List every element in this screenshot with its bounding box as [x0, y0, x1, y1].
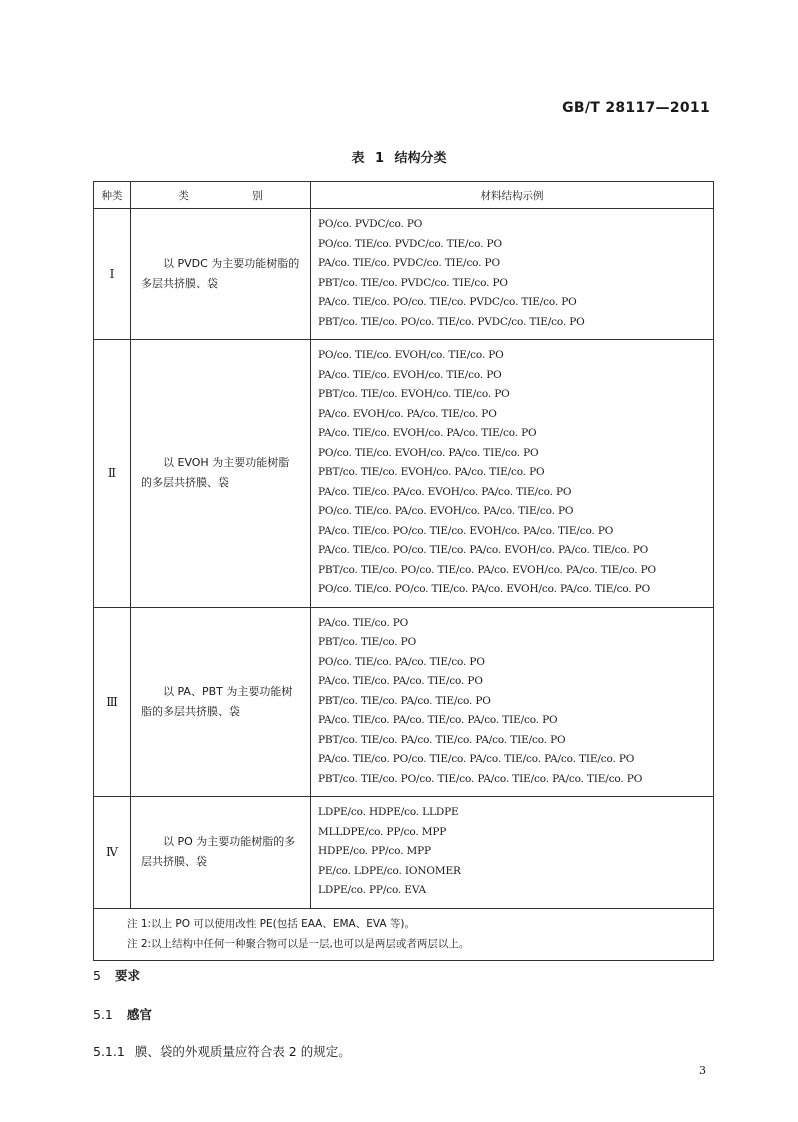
structure-example: PBT/co. TIE/co. PA/co. TIE/co. PA/co. TIE/co. PO — [318, 733, 566, 746]
structure-example: PBT/co. TIE/co. EVOH/co. PA/co. TIE/co. PO — [318, 466, 545, 478]
table-header-row — [94, 182, 714, 209]
structure-example: PA/co. TIE/co. EVOH/co. PA/co. TIE/co. PO — [318, 427, 537, 439]
column-header-type: 种类 — [94, 182, 131, 209]
structures-cell — [311, 209, 714, 340]
category-cell — [131, 797, 311, 909]
structures-cell — [311, 340, 714, 608]
section-5 — [93, 966, 140, 984]
structure-example: PA/co. TIE/co. PO/co. TIE/co. PA/co. EVOH/co. PA/co. TIE/co. PO — [318, 544, 649, 556]
section-title: 要求 — [114, 968, 140, 983]
category-cell — [131, 607, 311, 797]
type-cell: Ⅲ — [94, 607, 131, 797]
structure-example: PO/co. TIE/co. EVOH/co. TIE/co. PO — [318, 349, 504, 361]
section-number: 5 — [93, 968, 101, 983]
structure-example: PO/co. TIE/co. EVOH/co. PA/co. TIE/co. PO — [318, 446, 539, 459]
structure-example: MLLDPE/co. PP/co. MPP — [318, 825, 447, 838]
structure-example: PA/co. TIE/co. PA/co. TIE/co. PO — [318, 675, 483, 687]
structures-cell — [311, 607, 714, 797]
structure-example: HDPE/co. PP/co. MPP — [318, 845, 431, 857]
category-text: 以 PO 为主要功能树脂的多层共挤膜、袋 — [141, 835, 296, 869]
structure-example: PA/co. TIE/co. PA/co. TIE/co. PA/co. TIE/co. PO — [318, 714, 558, 726]
section-number: 5.1 — [93, 1007, 113, 1022]
category-text: 以 PVDC 为主要功能树脂的多层共挤膜、袋 — [141, 257, 300, 290]
table-row — [94, 209, 714, 340]
table-note: 注 1:以上 PO 可以使用改性 PE(包括 EAA、EMA、EVA 等)。 — [127, 917, 415, 930]
table-row — [94, 607, 714, 797]
structure-example: PA/co. TIE/co. PVDC/co. TIE/co. PO — [318, 257, 500, 269]
table-row — [94, 797, 714, 909]
column-header-structures: 材料结构示例 — [311, 182, 714, 209]
structure-example: PA/co. TIE/co. EVOH/co. TIE/co. PO — [318, 368, 502, 381]
category-cell — [131, 209, 311, 340]
type-cell: Ⅱ — [94, 340, 131, 608]
table-row — [94, 340, 714, 608]
structure-example: PBT/co. TIE/co. EVOH/co. TIE/co. PO — [318, 388, 510, 400]
structure-example: PO/co. TIE/co. PO/co. TIE/co. PA/co. EVOH/co. PA/co. TIE/co. PO — [318, 583, 651, 595]
table-title: 表 1 结构分类 — [351, 151, 447, 166]
structure-example: PO/co. TIE/co. PA/co. EVOH/co. PA/co. TIE/co. PO — [318, 505, 574, 517]
category-text: 以 EVOH 为主要功能树脂的多层共挤膜、袋 — [141, 456, 290, 490]
type-cell: Ⅳ — [94, 797, 131, 909]
structure-example: PBT/co. TIE/co. PVDC/co. TIE/co. PO — [318, 276, 508, 289]
structure-example: PO/co. TIE/co. PA/co. TIE/co. PO — [318, 655, 485, 668]
type-cell: Ⅰ — [94, 209, 131, 340]
structure-example: PBT/co. TIE/co. PA/co. TIE/co. PO — [318, 694, 491, 707]
section-text: 膜、袋的外观质量应符合表 2 的规定。 — [134, 1044, 351, 1059]
structure-example: PA/co. TIE/co. PO/co. TIE/co. EVOH/co. PA/co. TIE/co. PO — [318, 524, 614, 537]
category-cell — [131, 340, 311, 608]
section-5-1 — [93, 1005, 152, 1023]
section-title: 感官 — [126, 1007, 152, 1022]
table-note: 注 2:以上结构中任何一种聚合物可以是一层,也可以是两层或者两层以上。 — [127, 937, 470, 950]
structure-example: PA/co. TIE/co. PO/co. TIE/co. PA/co. TIE/co. PA/co. TIE/co. PO — [318, 753, 635, 765]
section-5-1-1 — [93, 1042, 351, 1060]
structure-example: PBT/co. TIE/co. PO/co. TIE/co. PA/co. TIE/co. PA/co. TIE/co. PO — [318, 772, 643, 785]
structure-example: PBT/co. TIE/co. PO/co. TIE/co. PVDC/co. TIE/co. PO — [318, 315, 585, 328]
structures-cell — [311, 797, 714, 909]
structure-classification-table — [93, 181, 714, 961]
structure-example: PO/co. PVDC/co. PO — [318, 218, 423, 230]
category-text: 以 PA、PBT 为主要功能树脂的多层共挤膜、袋 — [141, 684, 293, 718]
standard-number: GB/T 28117—2011 — [562, 100, 710, 116]
structure-example: PO/co. TIE/co. PVDC/co. TIE/co. PO — [318, 237, 502, 250]
structure-example: LDPE/co. PP/co. EVA — [318, 884, 426, 896]
section-number: 5.1.1 — [93, 1044, 125, 1059]
structure-example: PA/co. TIE/co. PO/co. TIE/co. PVDC/co. TIE/co. PO — [318, 296, 577, 308]
notes-cell — [94, 908, 714, 960]
page-number: 3 — [699, 1064, 706, 1077]
structure-example: PA/co. TIE/co. PA/co. EVOH/co. PA/co. TIE/co. PO — [318, 485, 572, 498]
structure-example: PBT/co. TIE/co. PO/co. TIE/co. PA/co. EVOH/co. PA/co. TIE/co. PO — [318, 563, 657, 576]
notes-row — [94, 908, 714, 960]
column-header-category: 类 别 — [131, 182, 311, 209]
structure-example: PBT/co. TIE/co. PO — [318, 636, 417, 648]
structure-example: LDPE/co. HDPE/co. LLDPE — [318, 806, 459, 818]
structure-example: PA/co. EVOH/co. PA/co. TIE/co. PO — [318, 407, 497, 420]
structure-example: PA/co. TIE/co. PO — [318, 616, 409, 629]
structure-example: PE/co. LDPE/co. IONOMER — [318, 864, 461, 877]
